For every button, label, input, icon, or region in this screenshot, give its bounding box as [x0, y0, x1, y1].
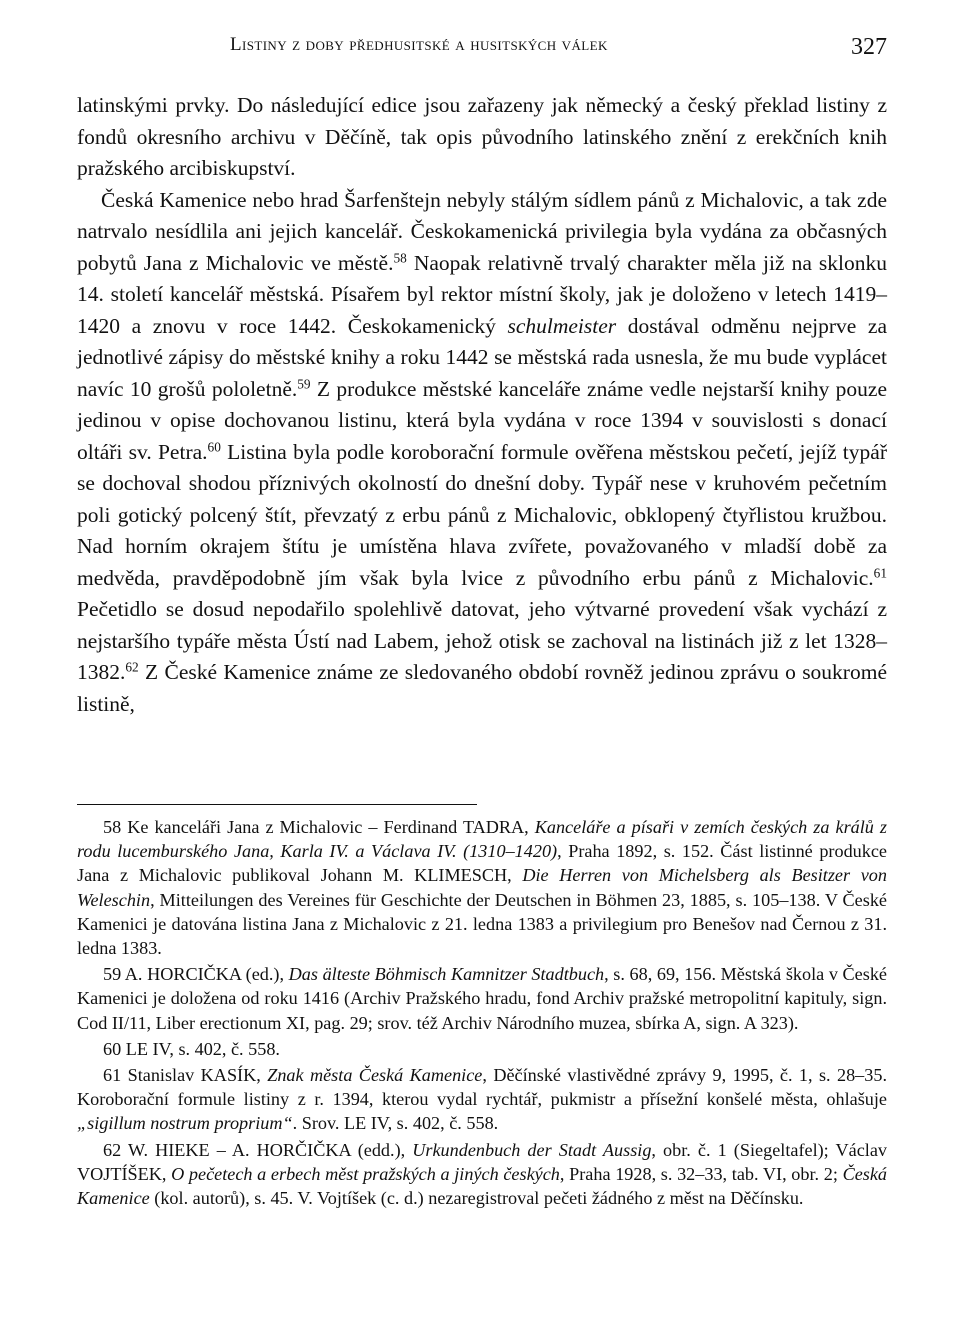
paragraph-2-text-d: Z produkce městské kanceláře známe vedle nejstarší knihy pouze jedinou v opise dochovanou listinu, která byla vydána v roce 1394 v souvislosti s donací oltáři sv. Petra. — [77, 376, 888, 464]
footnote-60 — [77, 1037, 887, 1061]
footnote-62-italic-title: Urkundenbuch der Stadt Aussig — [412, 1139, 652, 1160]
paragraph-2-text-c: dostával odměnu nejprve za jednotlivé zápisy do městské knihy a roku 1442 se městská rada usnesla, že mu bude vyplácet navíc 10 grošů pololetně. — [77, 313, 887, 401]
running-title: Listiny z doby předhusitské a husitských válek — [230, 34, 608, 55]
footnote-62-text-g: (kol. autorů), s. 45. V. Vojtíšek (c. d.) nezaregistroval pečeti žádného z měst na Děčínsku. — [149, 1188, 804, 1209]
footnote-ref-58: 58 — [393, 250, 407, 266]
footnote-58-text-a: 58 Ke kanceláři Jana z Michalovic – Ferdinand TADRA, — [103, 817, 535, 837]
footnote-59-italic-title: Das älteste Böhmisch Kamnitzer Stadtbuch — [288, 964, 605, 985]
footnote-58-text-c: , Praha 1892, s. 152. Část listinné produkce Jana z Michalovic publikoval Johann M. KLIMESCH, — [77, 841, 887, 886]
paragraph-2-text-e: Listina byla podle koroborační formule ověřena městskou pečetí, jejíž typář se dochoval shodou příznivých okolností do dnešní doby. Typář nese v kruhovém pečetním poli gotický polcený štít, převzatý z erbu pánů z Michalovic, obklopený čtyřlistou kružbou. Nad horním okrajem štítu je umístěna hlava zvířete, považovaného v mladší době za medvěda, pravděpodobně jím však byla lvice z původního erbu pánů z Michalovic. — [77, 439, 887, 590]
footnote-58-text-e: , Mitteilungen des Vereines für Geschichte der Deutschen in Böhmen 23, 1885, s. 105–138. V České Kamenici je datována listina Jana z Michalovic z 21. ledna 1383 a privilegium pro Benešov nad Černou z 31. ledna 1383. — [77, 889, 887, 959]
paragraph-2-text-a: Česká Kamenice nebo hrad Šarfenštejn nebyly stálým sídlem pánů z Michalovic, a tak zde natrvalo nesídlila ani jejich kancelář. Českokamenická privilegia byla vydána za občasných pobytů Jana z Michalovic ve městě. — [77, 187, 887, 275]
main-text — [77, 90, 887, 720]
footnote-60-text: 60 LE IV, s. 402, č. 558. — [103, 1038, 280, 1059]
footnote-58 — [77, 815, 887, 960]
footnote-62-italic-title-2: O pečetech a erbech měst pražských a jiných českých — [171, 1163, 560, 1184]
paragraph-2-italic-term: schulmeister — [507, 313, 617, 338]
footnote-ref-61: 61 — [873, 565, 887, 581]
footnote-58-italic-title-2: Die Herren von Michelsberg als Besitzer von Weleschin — [77, 865, 887, 910]
footnote-61-text-e: . Srov. LE IV, s. 402, č. 558. — [292, 1113, 499, 1134]
footnote-ref-62: 62 — [125, 659, 139, 675]
footnote-61-italic-quote: „sigillum nostrum proprium“ — [77, 1113, 293, 1134]
footnotes — [77, 815, 887, 1212]
footnote-59-text-c: , s. 68, 69, 156. Městská škola v České Kamenici je doložena od roku 1416 (Archiv Pražského hradu, fond Archiv pražské metropolitní kapituly, sign. Cod II/11, Liber erectionum XI, pag. 29; srov. též Archiv Národního muzea, sbírka A, sign. A 323). — [77, 964, 887, 1033]
footnote-ref-60: 60 — [207, 439, 221, 455]
page-header — [77, 34, 887, 70]
paragraph-2-text-g: Z České Kamenice známe ze sledovaného období rovněž jedinou zprávu o soukromé listině, — [77, 660, 887, 716]
footnote-61-text-a: 61 Stanislav KASÍK, — [103, 1065, 268, 1086]
footnote-separator — [77, 804, 477, 805]
book-page — [77, 0, 887, 1331]
footnote-58-italic-title: Kanceláře a písaři v zemích českých za králů z rodu lucemburského Jana, Karla IV. a Václava IV. (1310–1420) — [77, 817, 887, 862]
footnote-61-italic-title: Znak města Česká Kamenice — [267, 1065, 483, 1086]
footnote-59 — [77, 962, 887, 1035]
footnote-61 — [77, 1063, 887, 1136]
footnote-ref-59: 59 — [297, 376, 311, 392]
footnote-62-text-a: 62 W. HIEKE – A. HORČIČKA (edd.), — [103, 1139, 413, 1160]
footnote-62-text-e: , Praha 1928, s. 32–33, tab. VI, obr. 2; — [559, 1163, 843, 1184]
footnote-62 — [77, 1138, 887, 1211]
footnote-59-text-a: 59 A. HORCIČKA (ed.), — [103, 964, 289, 985]
paragraph-2-text-b: Naopak relativně trvalý charakter měla již na sklonku 14. století kancelář městská. Písařem byl rektor místní školy, jak je doloženo v letech 1419–1420 a znovu v roce 1442. Českokamenický — [77, 250, 888, 338]
footnote-61-text-c: , Děčínské vlastivědné zprávy 9, 1995, č. 1, s. 28–35. Koroborační formule listiny z r. 1394, kterou vydal rychtář, pukmistr a přísežní konšelé města, ohlašuje — [77, 1065, 887, 1110]
paragraph-1 — [77, 90, 887, 185]
page-number: 327 — [851, 34, 887, 60]
paragraph-2-text-f: Pečetidlo se dosud nepodařilo spolehlivě datovat, jeho výtvarné provedení však vychází z nejstaršího typáře města Ústí nad Labem, jehož otisk se zachoval na listinách již z let 1328–1382. — [77, 597, 887, 684]
footnote-62-italic-title-3: Česká Kamenice — [77, 1163, 888, 1209]
paragraph-2 — [77, 185, 887, 721]
footnote-62-text-c: , obr. č. 1 (Siegeltafel); Václav VOJTÍŠEK, — [77, 1139, 887, 1184]
paragraph-1-text: latinskými prvky. Do následující edice jsou zařazeny jak německý a český překlad listiny z fondů okresního archivu v Děčíně, tak opis původního latinského znění z erekčních knih pražského arcibiskupství. — [77, 93, 887, 180]
